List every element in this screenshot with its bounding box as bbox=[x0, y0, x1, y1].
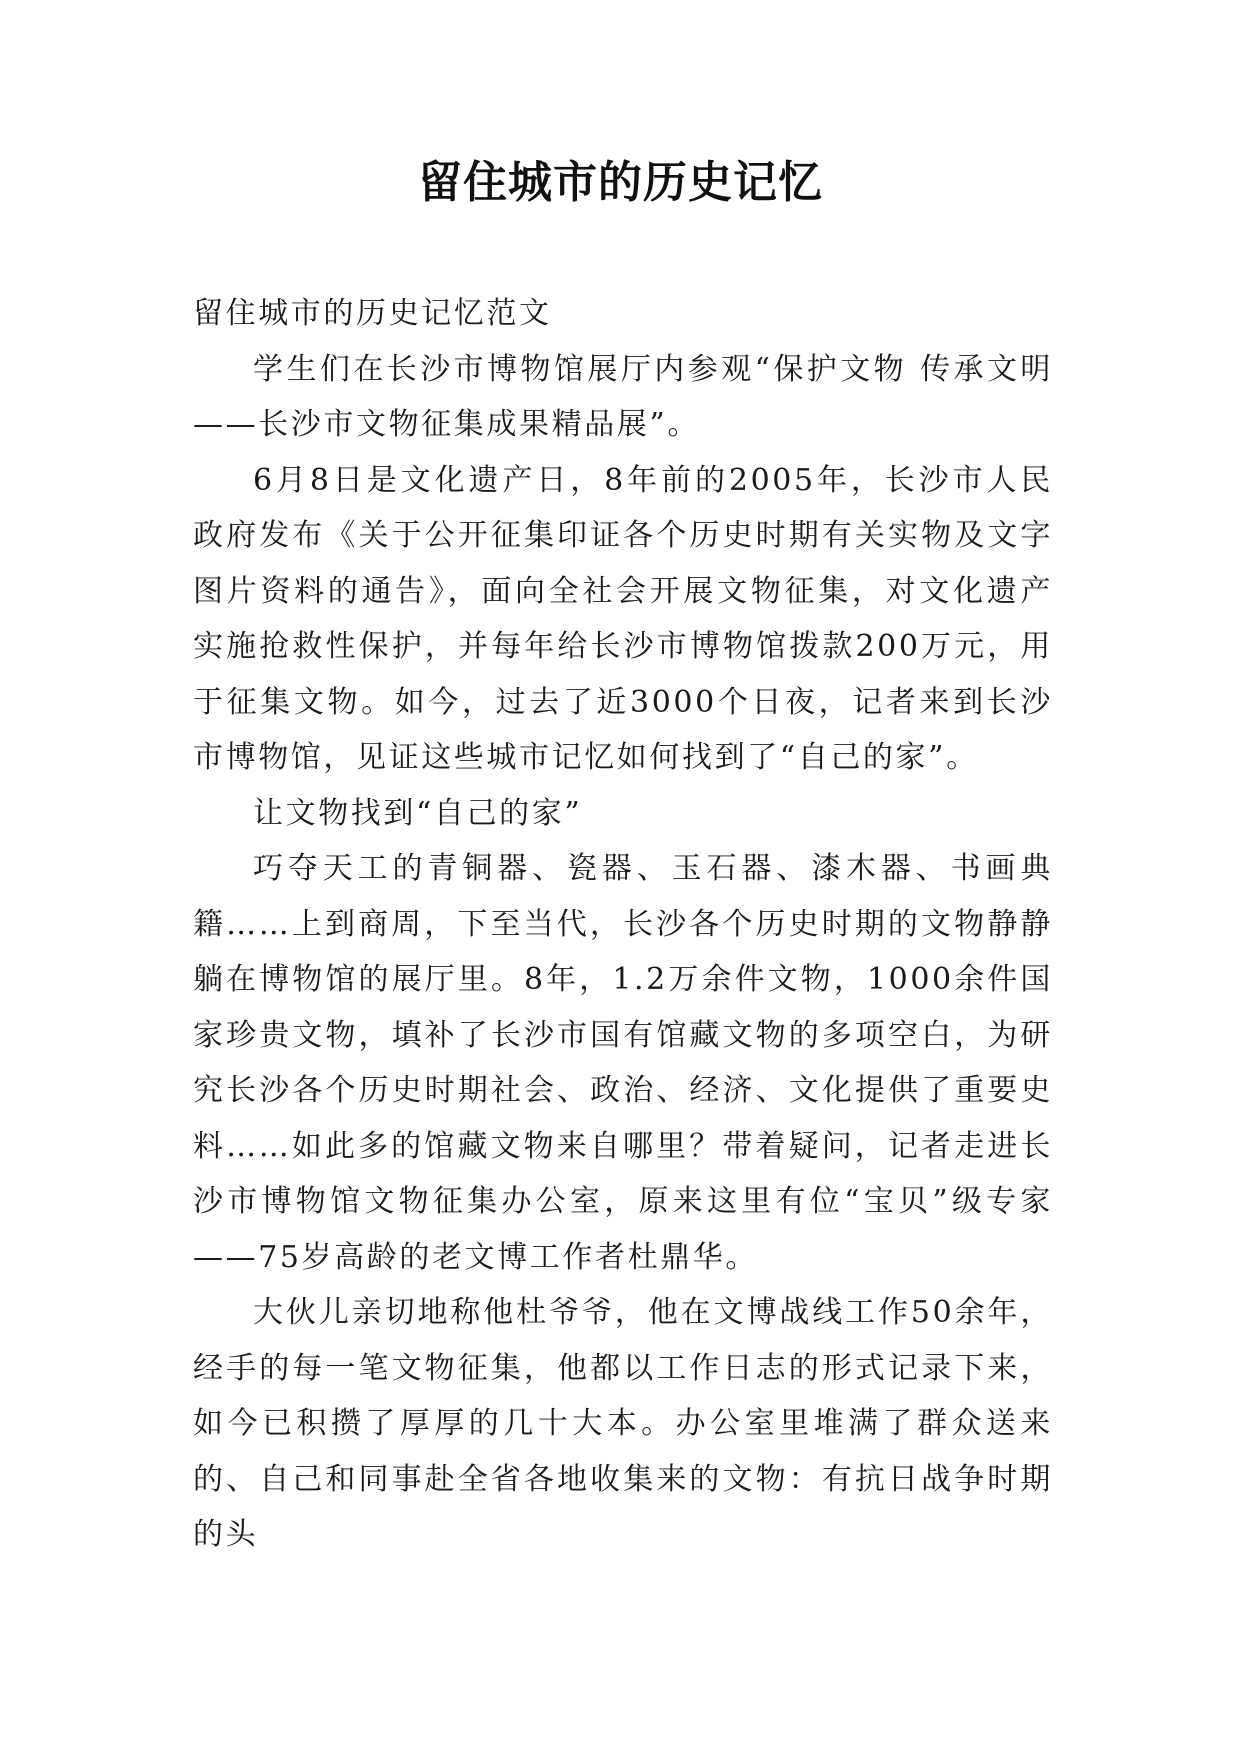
section-heading: 让文物找到“自己的家” bbox=[253, 795, 583, 831]
body-paragraph: 大伙儿亲切地称他杜爷爷，他在文博战线工作50余年，经手的每一笔文物征集，他都以工作日志的形式记录下来，如今已积攒了厚厚的几十大本。办公室里堆满了群众送来的、自己和同事赴全省各地收集来的文物：有抗日战争时期的头 bbox=[193, 1295, 1053, 1552]
body-paragraph: 巧夺天工的青铜器、瓷器、玉石器、漆木器、书画典籍……上到商周，下至当代，长沙各个历史时期的文物静静躺在博物馆的展厅里。8年，1.2万余件文物，1000余件国家珍贵文物，填补了长沙市国有馆藏文物的多项空白，为研究长沙各个历史时期社会、政治、经济、文化提供了重要史料……如此多的馆藏文物来自哪里？带着疑问，记者走进长沙市博物馆文物征集办公室，原来这里有位“宝贝”级专家——75岁高龄的老文博工作者杜鼎华。 bbox=[193, 851, 1053, 1275]
body-paragraph: 学生们在长沙市博物馆展厅内参观“保护文物 传承文明——长沙市文物征集成果精品展”。 bbox=[193, 351, 1053, 442]
document-title: 留住城市的历史记忆 bbox=[418, 157, 823, 208]
body-paragraph: 6月8日是文化遗产日，8年前的2005年，长沙市人民政府发布《关于公开征集印证各个历史时期有关实物及文字图片资料的通告》，面向全社会开展文物征集，对文化遗产实施抢救性保护，并每年给长沙市博物馆拨款200万元，用于征集文物。如今，过去了近3000个日夜，记者来到长沙市博物馆，见证这些城市记忆如何找到了“自己的家”。 bbox=[193, 462, 1053, 775]
subtitle-paragraph: 留住城市的历史记忆范文 bbox=[193, 296, 552, 331]
document-body bbox=[193, 286, 1053, 1563]
